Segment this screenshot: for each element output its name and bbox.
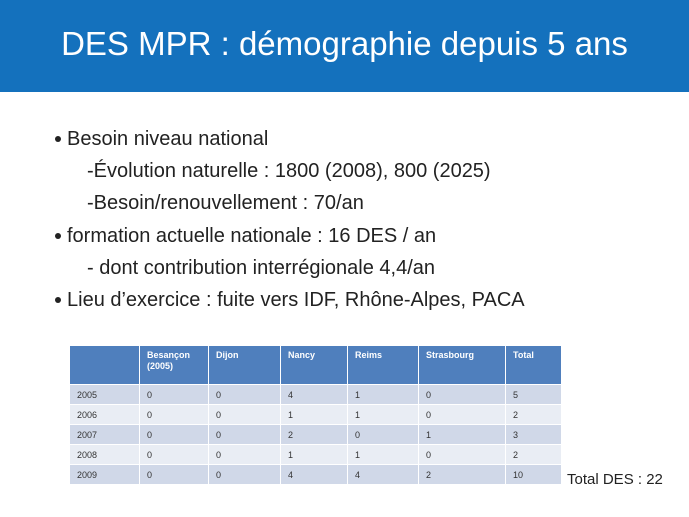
bullet-dot-icon [55, 297, 61, 303]
table-cell: 1 [348, 405, 419, 425]
table-cell: 0 [140, 405, 209, 425]
table-cell: 0 [419, 405, 506, 425]
bullet-dot-icon [55, 233, 61, 239]
table-cell: 2005 [70, 385, 140, 405]
slide-title: DES MPR : démographie depuis 5 ans [61, 25, 628, 62]
table-cell: 10 [506, 465, 562, 485]
table-cell: 4 [348, 465, 419, 485]
table-cell: 2 [419, 465, 506, 485]
des-table [69, 345, 562, 485]
table-header-cell: Reims [348, 346, 419, 385]
table-header-cell [70, 346, 140, 385]
table-cell: 0 [209, 465, 281, 485]
table-header-cell: Strasbourg [419, 346, 506, 385]
table-cell: 2009 [70, 465, 140, 485]
table-cell: 1 [281, 405, 348, 425]
table-header-cell: Dijon [209, 346, 281, 385]
table-cell: 0 [209, 445, 281, 465]
table-cell: 1 [348, 445, 419, 465]
table-cell: 0 [140, 465, 209, 485]
table-cell: 3 [506, 425, 562, 445]
table-cell: 5 [506, 385, 562, 405]
table-cell: 2008 [70, 445, 140, 465]
sub-bullet-evolution: -Évolution naturelle : 1800 (2008), 800 (2025) [87, 160, 491, 182]
table-cell: 0 [209, 385, 281, 405]
table-row [70, 385, 562, 405]
table-cell: 0 [419, 385, 506, 405]
table-cell: 1 [348, 385, 419, 405]
table-cell: 0 [209, 405, 281, 425]
table-cell: 0 [209, 425, 281, 445]
table-cell: 1 [419, 425, 506, 445]
table-cell: 0 [348, 425, 419, 445]
sub-bullet-contribution: - dont contribution interrégionale 4,4/an [87, 257, 436, 279]
table-header-row [70, 346, 562, 385]
total-des-label: Total DES : 22 [567, 471, 663, 488]
bullet-besoin-national: Besoin niveau national [67, 128, 269, 150]
table-header-cell: Nancy [281, 346, 348, 385]
table-cell: 2007 [70, 425, 140, 445]
table-row [70, 445, 562, 465]
table-row [70, 465, 562, 485]
table-cell: 4 [281, 385, 348, 405]
sub-bullet-besoin: -Besoin/renouvellement : 70/an [87, 192, 364, 214]
table-cell: 1 [281, 445, 348, 465]
table-row [70, 405, 562, 425]
bullet-formation: formation actuelle nationale : 16 DES / an [67, 225, 437, 247]
table-cell: 4 [281, 465, 348, 485]
table-header-cell: Total [506, 346, 562, 385]
table-cell: 0 [140, 425, 209, 445]
table-header-cell: Besançon (2005) [140, 346, 209, 385]
table-cell: 0 [419, 445, 506, 465]
bullet-dot-icon [55, 136, 61, 142]
table-cell: 2 [281, 425, 348, 445]
bullet-lieu-exercice: Lieu d’exercice : fuite vers IDF, Rhône-Alpes, PACA [67, 289, 525, 311]
table-cell: 2 [506, 405, 562, 425]
table-cell: 0 [140, 445, 209, 465]
table-cell: 2 [506, 445, 562, 465]
table-cell: 0 [140, 385, 209, 405]
table-cell: 2006 [70, 405, 140, 425]
table-row [70, 425, 562, 445]
